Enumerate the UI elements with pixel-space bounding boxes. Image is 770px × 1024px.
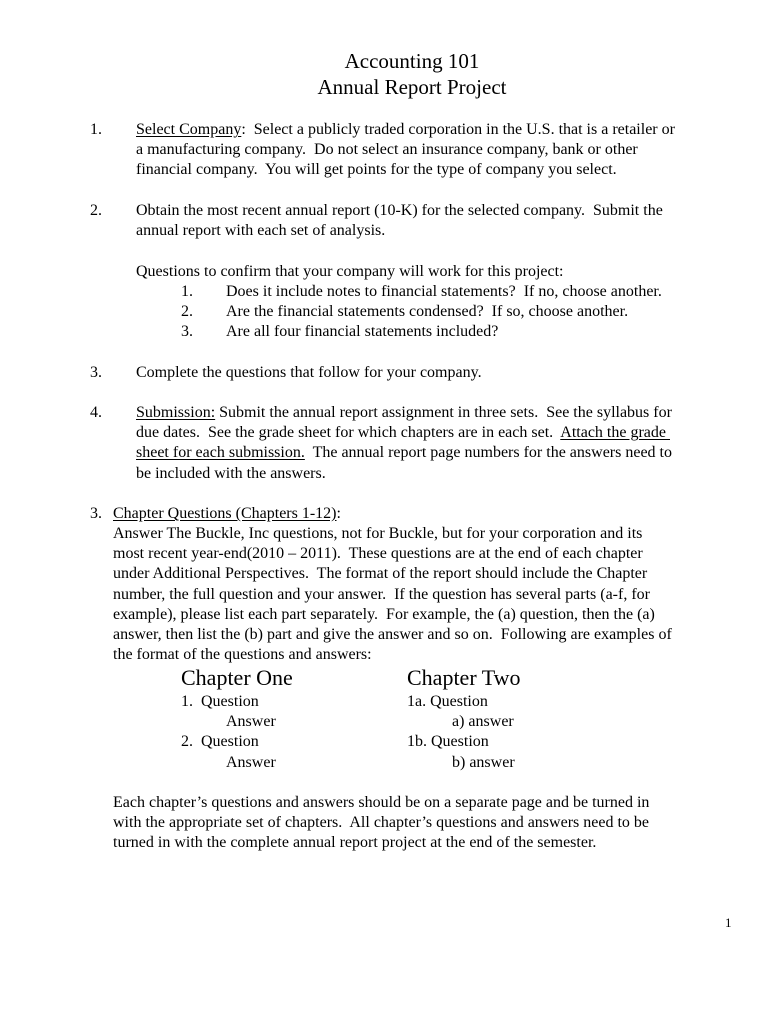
item-line xyxy=(136,423,670,443)
section-number: 3. xyxy=(90,505,102,522)
example-question: 1b. Question xyxy=(407,733,489,750)
section-heading-text: Chapter Questions (Chapters 1-12) xyxy=(113,505,337,522)
paragraph-line: answer, then list the (b) part and give the answer and so on. Following are examples of xyxy=(113,626,672,643)
item-number: 2. xyxy=(90,202,102,219)
item-text: due dates. See the grade sheet for which chapters are in each set. xyxy=(136,424,561,441)
example-answer: a) answer xyxy=(452,713,514,730)
question-number: 3. xyxy=(181,323,193,340)
paragraph-line: under Additional Perspectives. The format of the report should include the Chapter xyxy=(113,565,648,582)
paragraph-line: number, the full question and your answer. If the question has several parts (a-f, for xyxy=(113,586,650,603)
question-text: Are all four financial statements included? xyxy=(226,323,499,340)
project-title: Annual Report Project xyxy=(317,75,507,99)
item-text: : Select a publicly traded corporation in the U.S. that is a retailer or xyxy=(241,121,675,138)
example-answer: b) answer xyxy=(452,754,515,771)
item-text: The annual report page numbers for the answers need to xyxy=(304,444,672,461)
question-text: Are the financial statements condensed? If so, choose another. xyxy=(226,303,629,320)
question-number: 2. xyxy=(181,303,193,320)
grade-sheet-note: Attach the grade xyxy=(560,424,670,441)
item-text: Submit the annual report assignment in three sets. See the syllabus for xyxy=(215,404,672,421)
item-line: financial company. You will get points for the type of company you select. xyxy=(136,161,617,178)
item-line: annual report with each set of analysis. xyxy=(136,222,386,239)
section-heading-colon: : xyxy=(336,505,341,522)
questions-intro: Questions to confirm that your company will work for this project: xyxy=(136,263,564,280)
item-line: be included with the answers. xyxy=(136,465,326,482)
item-number: 4. xyxy=(90,404,102,421)
example-question: 1. Question xyxy=(181,693,259,710)
item-label: Submission: xyxy=(136,404,216,421)
paragraph-line: example), please list each part separately. For example, the (a) question, then the (a) xyxy=(113,606,655,623)
closing-line: with the appropriate set of chapters. All chapter’s questions and answers need to be xyxy=(113,814,649,831)
example-title: Chapter One xyxy=(181,665,293,690)
page-number: 1 xyxy=(725,915,732,930)
example-title: Chapter Two xyxy=(407,665,521,690)
example-question: 1a. Question xyxy=(407,693,488,710)
item-line: a manufacturing company. Do not select an insurance company, bank or other xyxy=(136,141,638,158)
paragraph-line: Answer The Buckle, Inc questions, not for Buckle, but for your corporation and its xyxy=(113,525,643,542)
item-line xyxy=(136,403,672,423)
closing-line: Each chapter’s questions and answers should be on a separate page and be turned in xyxy=(113,794,650,811)
question-text: Does it include notes to financial statements? If no, choose another. xyxy=(226,283,662,300)
paragraph-line: most recent year-end(2010 – 2011). These questions are at the end of each chapter xyxy=(113,545,643,562)
paragraph-line: the format of the questions and answers: xyxy=(113,646,372,663)
question-number: 1. xyxy=(181,283,193,300)
grade-sheet-note: sheet for each submission. xyxy=(136,444,305,461)
item-number: 1. xyxy=(90,121,102,138)
example-answer: Answer xyxy=(226,713,276,730)
example-question: 2. Question xyxy=(181,733,259,750)
item-label: Select Company xyxy=(136,121,242,138)
closing-line: turned in with the complete annual report project at the end of the semester. xyxy=(113,834,597,851)
section-heading xyxy=(113,504,341,524)
item-number: 3. xyxy=(90,364,102,381)
course-title: Accounting 101 xyxy=(344,49,480,73)
item-line: Obtain the most recent annual report (10-K) for the selected company. Submit the xyxy=(136,202,663,219)
item-line xyxy=(136,120,675,140)
example-answer: Answer xyxy=(226,754,276,771)
item-line: Complete the questions that follow for your company. xyxy=(136,364,482,381)
item-line xyxy=(136,443,672,463)
